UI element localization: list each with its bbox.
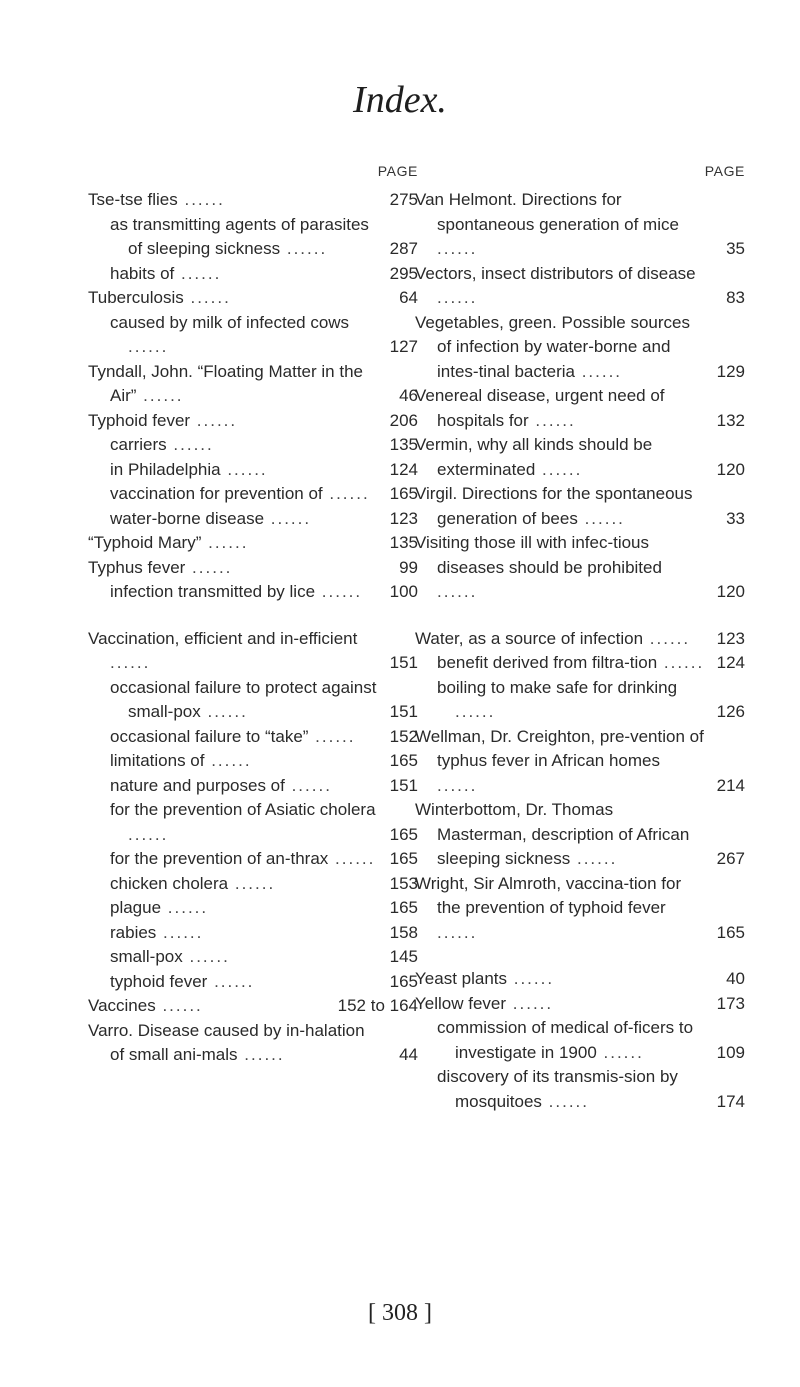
- index-subentry: [88, 774, 418, 799]
- index-subentry: [88, 970, 418, 995]
- entry-page: 158: [389, 922, 418, 942]
- entry-text: plague: [110, 898, 162, 917]
- index-subentry: [88, 798, 418, 847]
- entry-text: Vectors, insect distributors of disease: [415, 263, 696, 283]
- index-subentry: [88, 847, 418, 872]
- index-subentry: [88, 458, 418, 483]
- entry-text: “Typhoid Mary”: [88, 533, 202, 552]
- entry-text: carriers: [110, 435, 167, 454]
- index-entry: [415, 627, 745, 652]
- entry-page: 173: [716, 993, 745, 1013]
- entry-text: Wright, Sir Almroth, vaccina-tion for the prevention of typhoid fever: [415, 873, 682, 917]
- entry-text: Typhus fever: [88, 557, 186, 577]
- dot-leader: ......: [128, 337, 169, 356]
- entry-page: 123: [389, 508, 418, 528]
- index-subentry: [88, 507, 418, 532]
- dot-leader: ......: [220, 459, 268, 479]
- entry-page: 152 to 164: [337, 996, 418, 1015]
- index-entry: [415, 433, 745, 482]
- entry-page: 44: [399, 1045, 418, 1064]
- dot-leader: ......: [437, 288, 478, 307]
- dot-leader: ......: [315, 582, 363, 601]
- index-subentry: [88, 433, 418, 458]
- entry-text: Virgil. Directions for the spontaneous generation of bees: [415, 484, 693, 528]
- entry-page: 174: [716, 1091, 745, 1111]
- page-number: [ 308 ]: [368, 1300, 432, 1326]
- entry-text: boiling to make safe for drinking: [437, 677, 678, 697]
- entry-page: 120: [716, 582, 745, 601]
- entry-page: 135: [389, 435, 418, 454]
- index-entry: [415, 531, 745, 605]
- dot-leader: ......: [507, 969, 555, 988]
- index-entry: [415, 967, 745, 992]
- page-title: Index.: [353, 79, 447, 121]
- entry-page: 127: [389, 337, 418, 356]
- index-subentry: [88, 213, 418, 262]
- entry-text: Yeast plants: [415, 969, 507, 988]
- entry-text: Tyndall, John. “Floating Matter in the Air”: [88, 361, 363, 405]
- entry-text: caused by milk of infected cows: [110, 312, 350, 332]
- index-subentry: [415, 1065, 745, 1114]
- dot-leader: ......: [110, 653, 151, 672]
- index-entry: [415, 798, 745, 872]
- entry-page: 165: [716, 922, 745, 942]
- entry-text: water-borne disease: [110, 508, 265, 528]
- index-entry: [415, 992, 745, 1017]
- index-entry: [88, 360, 418, 409]
- entry-page: 124: [716, 653, 745, 672]
- index-entry: [88, 994, 418, 1019]
- entry-page: 153: [389, 873, 418, 893]
- index-subentry: [415, 1016, 745, 1065]
- entry-page: 275: [389, 190, 418, 209]
- dot-leader: ......: [437, 239, 478, 258]
- dot-leader: ......: [437, 775, 478, 795]
- index-subentry: [88, 921, 418, 946]
- index-subentry: [88, 311, 418, 360]
- entry-page: 287: [389, 239, 418, 258]
- entry-text: nature and purposes of: [110, 775, 285, 795]
- section-gap: [88, 605, 418, 627]
- entry-text: for the prevention of Asiatic cholera: [110, 800, 376, 819]
- dot-leader: ......: [190, 410, 238, 430]
- entry-text: occasional failure to “take”: [110, 726, 309, 746]
- dot-leader: ......: [528, 410, 576, 430]
- entry-page: 165: [389, 751, 418, 770]
- entry-text: commission of medical of-ficers to investigate in 1900: [437, 1018, 694, 1062]
- index-entry: [415, 311, 745, 385]
- index-column-left: [88, 163, 418, 1068]
- entry-text: limitations of: [110, 751, 205, 770]
- dot-leader: ......: [506, 993, 554, 1013]
- dot-leader: ......: [177, 190, 225, 209]
- entry-text: Vermin, why all kinds should be exterminated: [415, 435, 653, 479]
- index-entry: [88, 531, 418, 556]
- dot-leader: ......: [204, 751, 252, 770]
- entry-text: chicken cholera: [110, 873, 229, 893]
- dot-leader: ......: [308, 726, 356, 746]
- index-entry: [88, 188, 418, 213]
- entry-page: 206: [389, 410, 418, 430]
- entry-page: 83: [726, 288, 745, 307]
- dot-leader: ......: [183, 288, 231, 307]
- index-subentry: [88, 945, 418, 970]
- entry-text: as transmitting agents of parasites of sleeping sickness: [110, 214, 369, 258]
- dot-leader: ......: [166, 435, 214, 454]
- entry-page: 165: [389, 971, 418, 991]
- entry-page: 100: [389, 582, 418, 601]
- dot-leader: ......: [570, 849, 618, 868]
- entry-page: 165: [389, 849, 418, 868]
- dot-leader: ......: [535, 459, 583, 479]
- entry-page: 109: [716, 1042, 745, 1062]
- index-subentry: [88, 482, 418, 507]
- dot-leader: ......: [182, 947, 230, 966]
- entry-text: small-pox: [110, 947, 183, 966]
- dot-leader: ......: [155, 996, 203, 1015]
- index-column-right: [415, 163, 745, 1114]
- entry-page: 165: [389, 898, 418, 917]
- dot-leader: ......: [280, 239, 328, 258]
- entry-text: habits of: [110, 263, 175, 283]
- entry-text: infection transmitted by lice: [110, 582, 316, 601]
- index-entry: [88, 627, 418, 676]
- entry-page: 126: [716, 702, 745, 721]
- index-entry: [88, 286, 418, 311]
- dot-leader: ......: [541, 1091, 589, 1111]
- entry-text: Typhoid fever: [88, 410, 191, 430]
- index-subentry: [415, 651, 745, 676]
- dot-leader: ......: [643, 628, 691, 648]
- entry-text: Van Helmont. Directions for spontaneous generation of mice: [415, 190, 679, 234]
- entry-page: 214: [716, 775, 745, 795]
- entry-page: 124: [389, 459, 418, 479]
- dot-leader: ......: [322, 484, 370, 503]
- index-entry: [415, 725, 745, 799]
- entry-page: 33: [726, 508, 745, 528]
- entry-text: occasional failure to protect against small-pox: [110, 677, 377, 721]
- entry-text: Yellow fever: [415, 993, 507, 1013]
- entry-text: Wellman, Dr. Creighton, pre-vention of typhus fever in African homes: [415, 726, 704, 770]
- index-entry: [415, 384, 745, 433]
- index-entry: [415, 872, 745, 946]
- dot-leader: ......: [455, 702, 496, 721]
- entry-page: 120: [716, 459, 745, 479]
- index-subentry: [88, 725, 418, 750]
- entry-text: Vegetables, green. Possible sources of infection by water-borne and intes-tinal bacteria: [415, 312, 691, 381]
- index-entry: [88, 409, 418, 434]
- dot-leader: ......: [574, 361, 623, 381]
- index-entry: [88, 1019, 418, 1068]
- dot-leader: ......: [264, 508, 312, 528]
- entry-text: discovery of its transmis-sion by mosquitoes: [437, 1067, 678, 1111]
- page-column-label: PAGE: [377, 163, 418, 179]
- index-entry: [88, 556, 418, 581]
- entry-text: for the prevention of an-thrax: [110, 849, 329, 868]
- entry-text: Varro. Disease caused by in-halation of small ani-mals: [88, 1020, 365, 1064]
- section-gap: [415, 605, 745, 627]
- entry-page: 267: [716, 849, 745, 868]
- index-entry: [415, 482, 745, 531]
- entry-page: 123: [716, 628, 745, 648]
- entry-page: 35: [726, 239, 745, 258]
- entry-text: Tse-tse flies: [88, 190, 178, 209]
- index-subentry: [88, 676, 418, 725]
- entry-text: Venereal disease, urgent need of hospitals for: [415, 386, 665, 430]
- entry-text: Vaccination, efficient and in-efficient: [88, 628, 358, 648]
- dot-leader: ......: [136, 386, 184, 405]
- index-entry: [415, 262, 745, 311]
- entry-text: vaccination for prevention of: [110, 484, 323, 503]
- entry-page: 295: [389, 263, 418, 283]
- dot-leader: ......: [437, 922, 478, 942]
- entry-text: Water, as a source of infection: [415, 628, 644, 648]
- dot-leader: ......: [156, 922, 204, 942]
- entry-page: 165: [389, 484, 418, 503]
- page-column-label: PAGE: [704, 163, 745, 179]
- dot-leader: ......: [596, 1042, 644, 1062]
- entry-text: in Philadelphia: [110, 459, 221, 479]
- entry-page: 151: [389, 702, 418, 721]
- entry-page: 132: [716, 410, 745, 430]
- entry-text: benefit derived from filtra-tion: [437, 653, 658, 672]
- section-gap: [415, 945, 745, 967]
- index-subentry: [88, 262, 418, 287]
- entry-page: 151: [389, 653, 418, 672]
- index-subentry: [88, 896, 418, 921]
- dot-leader: ......: [161, 898, 209, 917]
- dot-leader: ......: [437, 582, 478, 601]
- entry-page: 165: [389, 824, 418, 844]
- dot-leader: ......: [577, 508, 625, 528]
- dot-leader: ......: [657, 653, 705, 672]
- entry-text: Vaccines: [88, 996, 156, 1015]
- entry-text: typhoid fever: [110, 971, 208, 991]
- dot-leader: ......: [128, 824, 169, 844]
- dot-leader: ......: [237, 1045, 285, 1064]
- dot-leader: ......: [207, 971, 255, 991]
- dot-leader: ......: [228, 873, 276, 893]
- dot-leader: ......: [185, 557, 233, 577]
- entry-page: 145: [389, 947, 418, 966]
- entry-page: 129: [716, 361, 745, 381]
- entry-text: rabies: [110, 922, 157, 942]
- entry-text: Visiting those ill with infec-tious diseases should be prohibited: [415, 533, 662, 577]
- dot-leader: ......: [200, 702, 248, 721]
- index-subentry: [88, 872, 418, 897]
- entry-text: Tuberculosis: [88, 288, 184, 307]
- index-subentry: [88, 580, 418, 605]
- dot-leader: ......: [174, 263, 222, 283]
- entry-page: 151: [389, 775, 418, 795]
- index-entry: [415, 188, 745, 262]
- entry-text: Winterbottom, Dr. Thomas Masterman, description of African sleeping sickness: [415, 800, 690, 868]
- entry-page: 99: [399, 557, 418, 577]
- entry-page: 152: [389, 726, 418, 746]
- entry-page: 64: [399, 288, 418, 307]
- index-entries-left: [88, 188, 418, 1068]
- dot-leader: ......: [284, 775, 332, 795]
- entry-page: 135: [389, 533, 418, 552]
- index-subentry: [88, 749, 418, 774]
- entry-page: 46: [399, 386, 418, 405]
- index-subentry: [415, 676, 745, 725]
- index-entries-right: [415, 188, 745, 1114]
- dot-leader: ......: [201, 533, 249, 552]
- dot-leader: ......: [328, 849, 376, 868]
- entry-page: 40: [726, 969, 745, 988]
